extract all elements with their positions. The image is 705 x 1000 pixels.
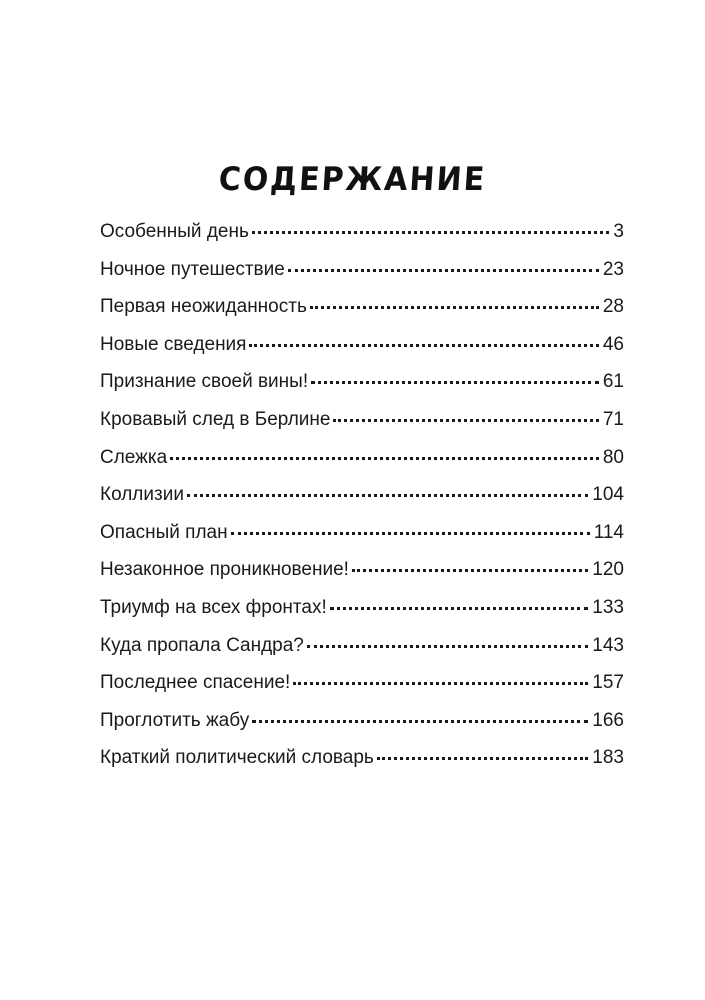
toc-entry bbox=[100, 747, 624, 785]
toc-entry-page: 157 bbox=[592, 672, 624, 694]
toc-entry bbox=[100, 522, 624, 560]
toc-entry-label: Опасный план bbox=[100, 521, 228, 543]
toc-dot-leader bbox=[288, 268, 599, 272]
toc-list bbox=[100, 221, 624, 785]
toc-entry-label: Особенный день bbox=[100, 221, 249, 242]
toc-dot-leader bbox=[311, 380, 599, 384]
toc-dot-leader bbox=[231, 531, 590, 535]
toc-dot-leader bbox=[333, 418, 598, 422]
toc-dot-leader bbox=[330, 606, 589, 610]
toc-entry bbox=[100, 409, 624, 447]
toc-entry-label: Проглотить жабу bbox=[100, 709, 250, 731]
toc-dot-leader bbox=[187, 493, 588, 497]
toc-dot-leader bbox=[293, 681, 588, 685]
toc-entry-label: Новые сведения bbox=[100, 333, 247, 355]
toc-entry bbox=[100, 559, 624, 597]
toc-entry bbox=[100, 447, 624, 485]
toc-entry-page: 61 bbox=[602, 371, 624, 393]
toc-dot-leader bbox=[252, 719, 588, 723]
toc-title: СОДЕРЖАНИЕ bbox=[217, 160, 488, 199]
toc-entry-label: Последнее спасение! bbox=[100, 672, 291, 694]
toc-dot-leader bbox=[307, 644, 588, 648]
toc-entry-label: Ночное путешествие bbox=[100, 258, 285, 280]
toc-entry bbox=[100, 635, 624, 673]
toc-entry-page: 28 bbox=[602, 296, 624, 318]
toc-entry bbox=[100, 597, 624, 635]
toc-dot-leader bbox=[252, 230, 610, 234]
toc-entry bbox=[100, 484, 624, 522]
toc-entry-label: Первая неожиданность bbox=[100, 296, 307, 318]
toc-entry-page: 23 bbox=[602, 258, 624, 280]
toc-entry bbox=[100, 296, 624, 334]
toc-entry-label: Кровавый след в Берлине bbox=[100, 408, 331, 430]
toc-entry-page: 114 bbox=[593, 521, 624, 543]
toc-entry-label: Триумф на всех фронтах! bbox=[100, 596, 327, 618]
toc-entry-page: 3 bbox=[613, 221, 624, 242]
toc-entry bbox=[100, 334, 624, 372]
toc-entry-label: Незаконное проникновение! bbox=[100, 559, 349, 581]
toc-dot-leader bbox=[352, 568, 588, 572]
toc-entry-label: Краткий политический словарь bbox=[100, 747, 374, 769]
toc-entry-page: 80 bbox=[602, 446, 624, 468]
toc-entry-page: 71 bbox=[602, 408, 624, 430]
toc-entry bbox=[100, 221, 624, 259]
toc-entry-label: Слежка bbox=[100, 446, 168, 468]
toc-entry-page: 133 bbox=[592, 596, 624, 618]
toc-entry-page: 166 bbox=[592, 709, 624, 731]
toc-dot-leader bbox=[249, 343, 598, 347]
toc-entry-page: 120 bbox=[592, 559, 624, 581]
toc-entry bbox=[100, 259, 624, 297]
toc-entry-page: 104 bbox=[592, 484, 624, 506]
toc-entry-label: Признание своей вины! bbox=[100, 371, 309, 393]
toc-entry-page: 183 bbox=[592, 747, 624, 769]
toc-entry-page: 46 bbox=[602, 333, 624, 355]
toc-entry bbox=[100, 371, 624, 409]
toc-entry-page: 143 bbox=[592, 634, 624, 656]
toc-entry bbox=[100, 710, 624, 748]
toc-dot-leader bbox=[310, 305, 599, 309]
toc-dot-leader bbox=[377, 756, 588, 760]
toc-entry bbox=[100, 672, 624, 710]
toc-entry-label: Коллизии bbox=[100, 484, 184, 506]
toc-entry-label: Куда пропала Сандра? bbox=[100, 634, 304, 656]
toc-dot-leader bbox=[170, 456, 599, 460]
